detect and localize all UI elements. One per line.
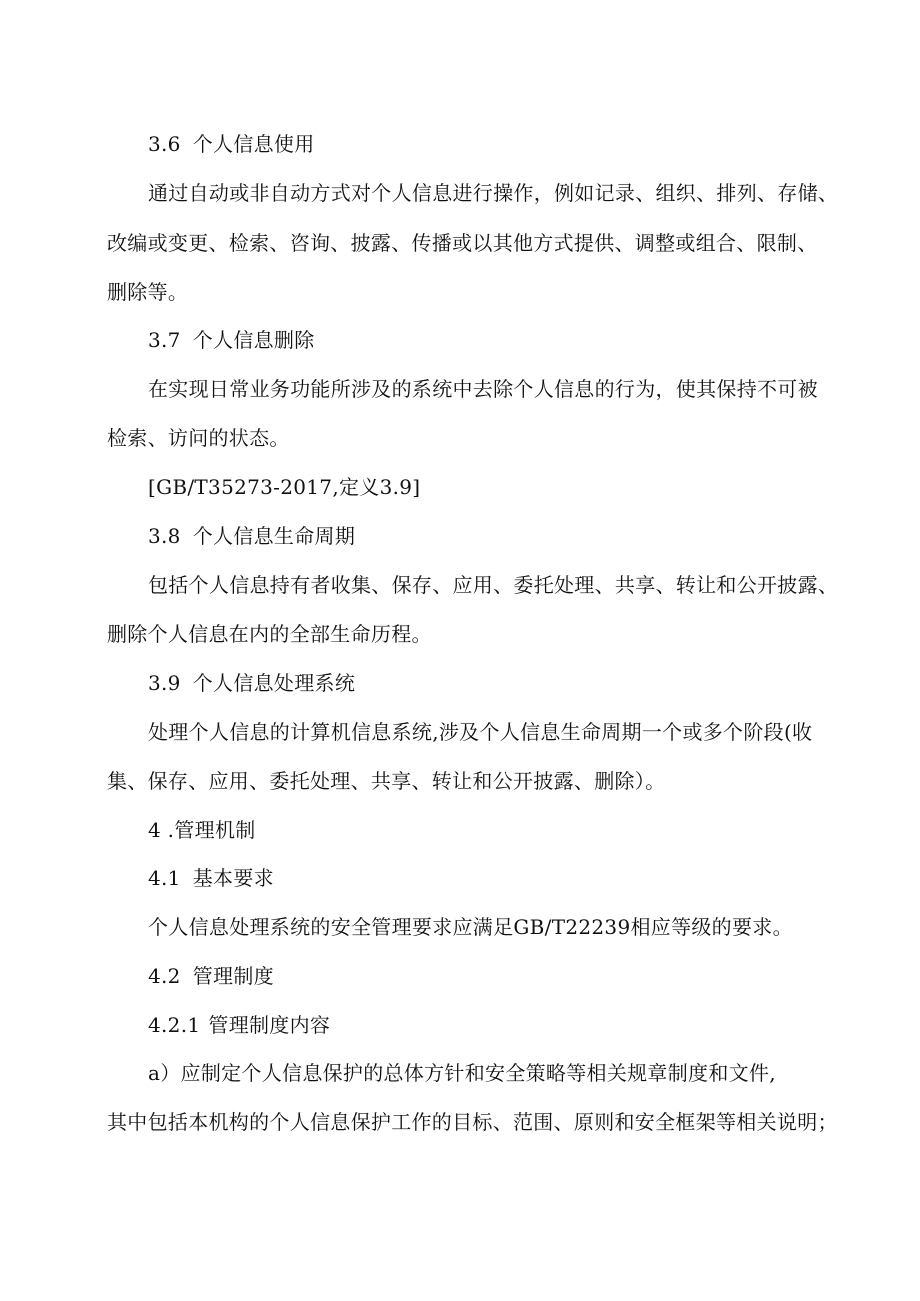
section-number: 4.2.1 (148, 1013, 201, 1037)
section-number: 4.2 (148, 964, 181, 988)
section-title: 管理制度内容 (208, 1013, 331, 1037)
paragraph-line: 个人信息处理系统的安全管理要求应满足GB/T22239相应等级的要求。 (148, 915, 793, 939)
paragraph-line: 处理个人信息的计算机信息系统,涉及个人信息生命周期一个或多个阶段(收 (148, 720, 813, 744)
section-title: 基本要求 (192, 866, 274, 890)
section-title: 管理制度 (192, 964, 274, 988)
paragraph-line: 集、保存、应用、委托处理、共享、转让和公开披露、删除）。 (107, 769, 666, 793)
section-heading-3-6 (148, 131, 315, 157)
section-number: 3.8 (148, 524, 181, 548)
section-number: 4.1 (148, 866, 181, 890)
section-title: 个人信息生命周期 (192, 524, 356, 548)
paragraph-line: 检索、访问的状态。 (107, 426, 290, 450)
paragraph-line: 通过自动或非自动方式对个人信息进行操作，例如记录、组织、排列、存储、 (148, 181, 839, 205)
paragraph-line: 其中包括本机构的个人信息保护工作的目标、范围、原则和安全框架等相关说明； (107, 1110, 838, 1134)
section-number: 3.7 (148, 328, 181, 352)
paragraph-line: 删除个人信息在内的全部生命历程。 (107, 622, 432, 646)
reference-citation: [GB/T35273-2017,定义3.9] (148, 475, 421, 499)
paragraph-line: a）应制定个人信息保护的总体方针和安全策略等相关规章制度和文件, (148, 1061, 776, 1085)
paragraph-line: 包括个人信息持有者收集、保存、应用、委托处理、共享、转让和公开披露、 (148, 573, 839, 597)
chapter-heading-4: 4 .管理机制 (148, 818, 256, 842)
section-number: 3.6 (148, 132, 181, 156)
paragraph-line: 改编或变更、检索、咨询、披露、传播或以其他方式提供、调整或组合、限制、 (107, 231, 818, 255)
paragraph-line: 在实现日常业务功能所涉及的系统中去除个人信息的行为，使其保持不可被 (148, 377, 818, 401)
section-title: 个人信息使用 (192, 132, 315, 156)
section-heading-4-1 (148, 865, 274, 891)
section-heading-4-2-1 (148, 1012, 330, 1038)
section-heading-4-2 (148, 963, 274, 989)
section-number: 3.9 (148, 671, 181, 695)
section-heading-3-9 (148, 670, 355, 696)
section-heading-3-8 (148, 523, 355, 549)
section-heading-3-7 (148, 327, 315, 353)
section-title: 个人信息删除 (192, 328, 315, 352)
paragraph-line: 删除等。 (107, 280, 189, 304)
section-title: 个人信息处理系统 (192, 671, 356, 695)
